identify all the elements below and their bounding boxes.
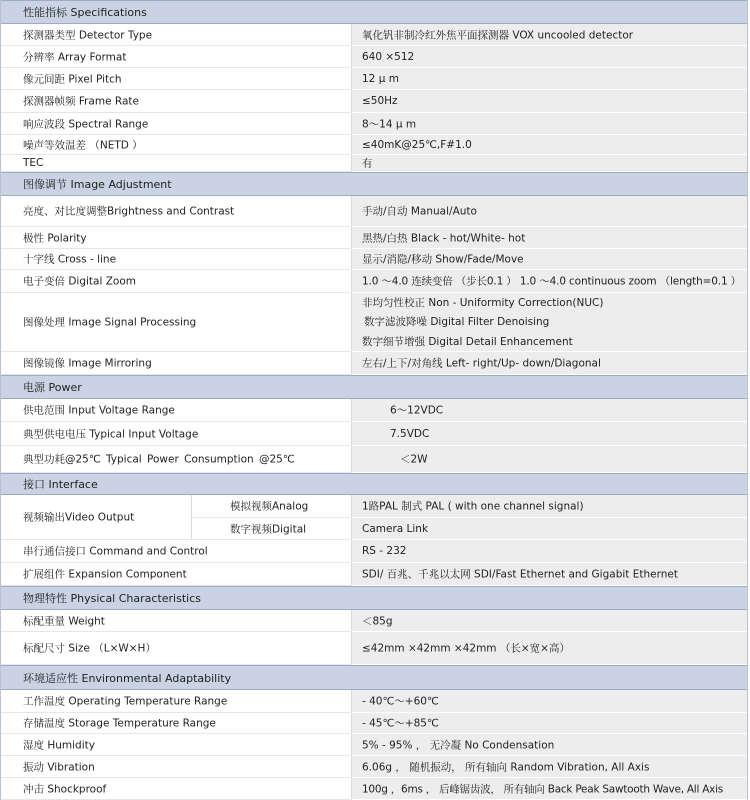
spec-value: 手动/自动 Manual/Auto [362, 205, 477, 218]
spec-value: 12 μ m [362, 72, 399, 85]
spec-row-frame-rate [1, 90, 747, 113]
section-header-environmental [1, 665, 747, 690]
spec-label: 图像处理 Image Signal Processing [23, 316, 197, 329]
spec-label: 十字线 Cross - line [23, 253, 117, 266]
spec-label: 响应波段 Spectral Range [23, 118, 149, 130]
section-header-specifications [1, 0, 747, 24]
spec-row-operating-temp [1, 690, 747, 713]
spec-label: 电子变倍 Digital Zoom [23, 275, 136, 288]
spec-row-digital-zoom [1, 270, 747, 293]
spec-row-spectral-range [1, 113, 747, 135]
spec-label: 探测器帧频 Frame Rate [23, 95, 139, 108]
section-title: 接口 Interface [23, 478, 98, 491]
spec-row-mirroring [1, 352, 747, 375]
spec-row-netd [1, 135, 747, 155]
spec-value: 100g ，6ms ， 后峰锯齿波， 所有轴向 Back Peak Sawtooth Wave, All Axis [362, 783, 724, 795]
spec-value: 5% - 95% ， 无冷凝 No Condensation [362, 739, 555, 751]
spec-label: TEC [23, 157, 44, 169]
spec-value: 有 [362, 157, 373, 170]
spec-label: 像元间距 Pixel Pitch [23, 73, 122, 85]
spec-label: 极性 Polarity [23, 232, 87, 244]
spec-row-detector-type [1, 24, 747, 46]
spec-label: 供电范围 Input Voltage Range [23, 404, 175, 417]
spec-label: 工作温度 Operating Temperature Range [23, 695, 228, 708]
spec-label: 探测器类型 Detector Type [23, 29, 153, 41]
spec-label: 扩展组件 Expansion Component [23, 568, 187, 581]
spec-label: 图像镜像 Image Mirroring [23, 357, 152, 370]
spec-row-shockproof [1, 778, 747, 800]
spec-label: 振动 Vibration [23, 761, 95, 773]
section-header-image-adjustment [1, 172, 747, 196]
spec-value-line: 非均匀性校正 Non - Uniformity Correction(NUC) [362, 297, 604, 309]
section-header-interface [1, 473, 747, 495]
spec-value: 1.0 ～4.0 连续变倍 （步长0.1 ） 1.0 ～4.0 continuous zoom （length=0.1 ） [362, 275, 742, 288]
spec-value: 氧化钒非制冷红外焦平面探测器 VOX uncooled detector [362, 29, 634, 41]
spec-label: 标配尺寸 Size （L×W×H） [23, 642, 156, 655]
spec-label: 湿度 Humidity [23, 739, 95, 751]
spec-label: 亮度、对比度调整Brightness and Contrast [23, 205, 235, 218]
sub-label-digital: 数字视频Digital [191, 518, 351, 540]
spec-label: 串行通信接口 Command and Control [23, 545, 208, 558]
spec-row-typical-voltage [1, 422, 747, 446]
spec-row-vibration [1, 756, 747, 778]
spec-value: ＜2W [400, 453, 428, 466]
spec-label: 标配重量 Weight [23, 615, 105, 627]
spec-row-tec [1, 155, 747, 172]
spec-row-signal-processing [1, 293, 747, 352]
spec-row-brightness [1, 196, 747, 227]
spec-value: - 45℃～+85℃ [362, 717, 439, 730]
section-title: 性能指标 Specifications [23, 6, 147, 19]
spec-value: 左右/上下/对角线 Left- right/Up- down/Diagonal [362, 357, 601, 370]
section-title: 环境适应性 Environmental Adaptability [23, 671, 232, 685]
spec-row-voltage-range [1, 399, 747, 422]
section-title: 图像调节 Image Adjustment [23, 178, 172, 191]
spec-label: 典型供电电压 Typical Input Voltage [23, 428, 199, 440]
spec-value: ≤42mm ×42mm ×42mm （长×宽×高） [362, 642, 570, 655]
spec-value: - 40℃～+60℃ [362, 695, 439, 708]
spec-value-line: 数字滤波降噪 Digital Filter Denoising [364, 316, 550, 328]
spec-row-size [1, 632, 747, 665]
spec-row-polarity [1, 227, 747, 249]
sub-label-analog: 模拟视频Analog [191, 495, 351, 518]
spec-label: 存储温度 Storage Temperature Range [23, 717, 216, 730]
spec-row-video-output [1, 495, 747, 540]
spec-row-command [1, 540, 747, 563]
section-header-physical [1, 586, 747, 610]
spec-value: 640 ×512 [362, 50, 415, 63]
spec-value-line: 数字细节增强 Digital Detail Enhancement [362, 336, 573, 348]
spec-row-humidity [1, 734, 747, 756]
section-title: 物理特性 Physical Characteristics [23, 592, 201, 605]
spec-value: 7.5VDC [390, 427, 430, 440]
spec-row-storage-temp [1, 713, 747, 734]
spec-value: 6.06g ， 随机振动， 所有轴向 Random Vibration, All Axis [362, 761, 650, 773]
spec-label: 典型功耗@25℃ Typical Power Consumption @25℃ [23, 453, 295, 466]
spec-row-crossline [1, 249, 747, 270]
spec-value: ≤40mK@25℃,F#1.0 [362, 138, 472, 151]
spec-label: 分辨率 Array Format [23, 51, 127, 63]
spec-row-power-consumption [1, 446, 747, 473]
spec-value-analog: 1路PAL 制式 PAL ( with one channel signal) [362, 500, 584, 513]
spec-value: 6～12VDC [390, 404, 444, 417]
spec-label: 冲击 Shockproof [23, 783, 107, 795]
spec-value: ＜85g [362, 615, 393, 627]
spec-label: 视频输出Video Output [23, 511, 135, 524]
section-title: 电源 Power [23, 381, 82, 394]
spec-row-array-format [1, 46, 747, 68]
section-header-power [1, 375, 747, 399]
spec-value: 显示/消隐/移动 Show/Fade/Move [362, 253, 524, 266]
spec-value: RS - 232 [362, 545, 407, 557]
spec-row-weight [1, 610, 747, 632]
spec-value-digital: Camera Link [362, 522, 429, 535]
spec-value: ≤50Hz [362, 95, 398, 107]
spec-value: 8～14 μ m [362, 118, 417, 130]
spec-row-pixel-pitch [1, 68, 747, 90]
spec-label: 噪声等效温差 （NETD ） [23, 139, 143, 151]
spec-value: 黑热/白热 Black - hot/White- hot [362, 232, 526, 244]
spec-row-expansion [1, 563, 747, 586]
spec-value: SDI/ 百兆、千兆以太网 SDI/Fast Ethernet and Gigabit Ethernet [362, 568, 678, 581]
